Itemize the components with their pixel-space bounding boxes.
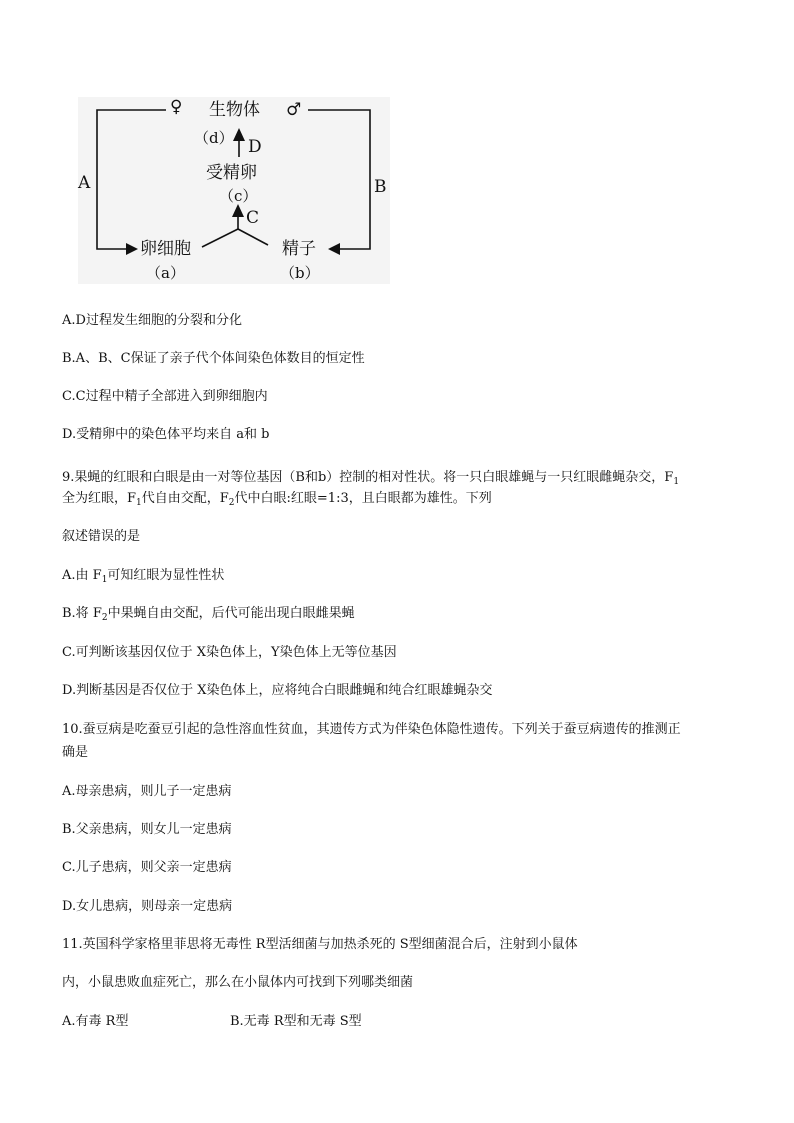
c-label: （c） — [219, 187, 258, 205]
q9-stem-line1: 9.果蝇的红眼和白眼是由一对等位基因（B和b）控制的相对性状。将一只白眼雄蝇与一只红眼雌蝇杂交，$F_1$ — [62, 470, 680, 487]
q11-stem-line1: 11.英国科学家格里菲思将无毒性 R型活细菌与加热杀死的 S型细菌混合后，注射到小鼠体 — [62, 937, 578, 952]
q10-option-a: A.母亲患病，则儿子一定患病 — [62, 784, 232, 799]
fork-left — [202, 229, 238, 247]
q9-option-a: A.由 $F_1$可知红眼为显性性状 — [62, 568, 225, 585]
b-label: （b） — [280, 264, 320, 282]
q10-option-b: B.父亲患病，则女儿一定患病 — [62, 822, 232, 837]
q10-option-c: C.儿子患病，则父亲一定患病 — [62, 860, 232, 875]
q8-option-b: B.A、B、C保证了亲子代个体间染色体数目的恒定性 — [62, 351, 365, 366]
arrow-a-head — [126, 243, 138, 255]
d-label: （d） — [194, 129, 234, 147]
q11-stem-line2: 内，小鼠患败血症死亡，那么在小鼠体内可找到下列哪类细菌 — [62, 975, 414, 990]
q10-option-d: D.女儿患病，则母亲一定患病 — [62, 899, 233, 914]
q9-option-b: B.将 $F_2$中果蝇自由交配，后代可能出现白眼雌果蝇 — [62, 606, 355, 623]
q8-option-c: C.C过程中精子全部进入到卵细胞内 — [62, 389, 268, 404]
process-d-label: D — [248, 137, 262, 157]
arrow-a-line — [97, 110, 166, 249]
a-label: （a） — [146, 264, 185, 282]
q9-option-c: C.可判断该基因仅位于 X染色体上，Y染色体上无等位基因 — [62, 645, 397, 660]
reproduction-diagram — [78, 97, 390, 284]
process-c-label: C — [246, 208, 260, 228]
female-symbol: ♀ — [170, 97, 183, 117]
q8-option-a: A.D过程发生细胞的分裂和分化 — [62, 313, 242, 328]
q9-stem-line3: 叙述错误的是 — [62, 529, 141, 544]
sperm-label: 精子 — [282, 239, 316, 259]
fork-right — [238, 229, 268, 245]
q11-option-a: A.有毒 R型 — [62, 1014, 129, 1029]
q10-stem-line1: 10.蚕豆病是吃蚕豆引起的急性溶血性贫血，其遗传方式为伴染色体隐性遗传。下列关于蚕豆病遗传的推测正 — [62, 722, 681, 737]
arrow-b-line — [308, 110, 370, 249]
arrow-d-head — [233, 128, 245, 141]
q11-option-b: B.无毒 R型和无毒 S型 — [230, 1014, 362, 1029]
q10-stem-line2: 确是 — [62, 745, 89, 760]
arrow-b-head — [328, 243, 340, 255]
q8-option-d: D.受精卵中的染色体平均来自 a和 b — [62, 427, 270, 442]
q9-stem-line2: 全为红眼，$F_1$代自由交配，$F_2$代中白眼:红眼=1:3，且白眼都为雄性。下列 — [62, 491, 492, 508]
zygote-label: 受精卵 — [206, 163, 257, 183]
q9-option-d: D.判断基因是否仅位于 X染色体上，应将纯合白眼雌蝇和纯合红眼雄蝇杂交 — [62, 683, 493, 698]
process-b-label: B — [374, 177, 387, 197]
male-symbol: ♂ — [286, 100, 302, 120]
egg-label: 卵细胞 — [140, 239, 191, 259]
organism-label: 生物体 — [209, 100, 260, 120]
process-a-label: A — [78, 173, 91, 193]
